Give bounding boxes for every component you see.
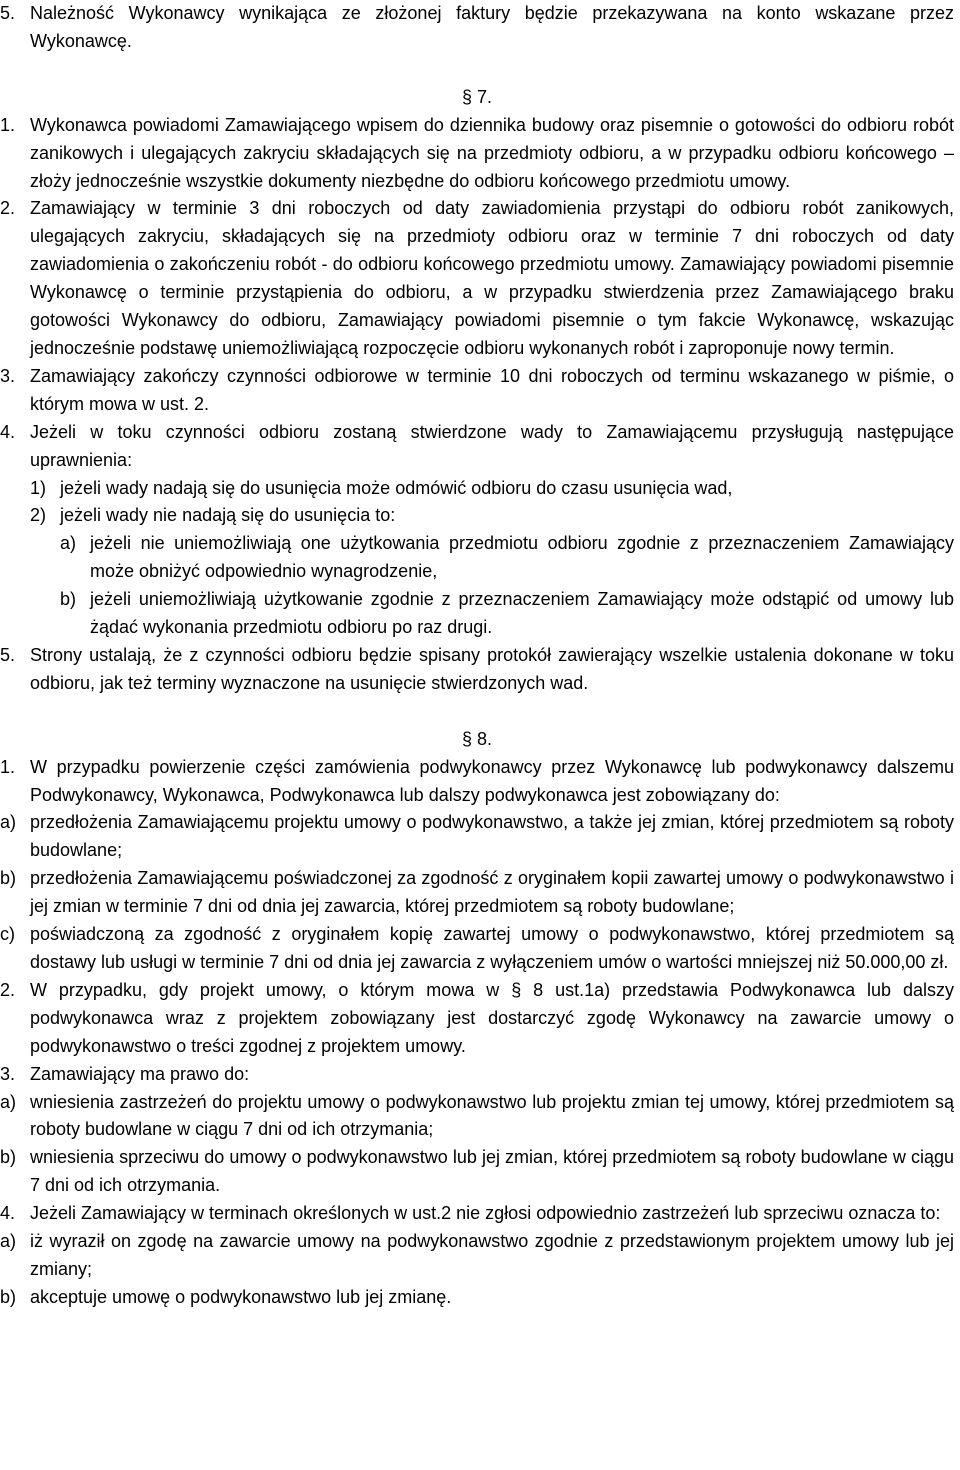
paragraph-number: 3. <box>0 365 16 386</box>
item-letter: a) <box>60 533 77 554</box>
item-text: jeżeli uniemożliwiają użytkowanie zgodnie z przeznaczeniem Zamawiający może odstąpić od umowy lub żądać wykonania przedmiotu odbioru po raz drugi. <box>90 589 954 638</box>
section-heading-8: § 8. <box>461 728 493 749</box>
item-letter: c) <box>0 924 15 945</box>
item-number: 1) <box>30 477 47 498</box>
paragraph-text: W przypadku, gdy projekt umowy, o którym mowa w § 8 ust.1a) przedstawia Podwykonawca lub dalszy podwykonawca wraz z projektem zobowiązany jest dostarczyć zgodę Wykonawcy na zawarcie umowy o podwykonawstwo o treści zgodnej z projektem umowy. <box>30 979 954 1056</box>
paragraph-text: Zamawiający w terminie 3 dni roboczych od daty zawiadomienia przystąpi do odbioru robót zanikowych, ulegających zakryciu, składających się na przedmioty odbioru oraz w terminie 7 dni roboczych od daty zawiadomienia o zakończeniu robót - do odbioru końcowego przedmiotu umowy. Zamawiający powiadomi pisemnie Wykonawcę o terminie przystąpienia do odbioru, a w przypadku stwierdzenia przez Zamawiającego braku gotowości Wykonawcy do odbioru, Zamawiający powiadomi pisemnie o tym fakcie Wykonawcę, wskazując jednocześnie podstawę uniemożliwiającą rozpoczęcie odbioru wykonanych robót i zaproponuje nowy termin. <box>30 198 954 358</box>
section-heading-7: § 7. <box>461 86 493 107</box>
s8-p4-item-a <box>0 1228 954 1284</box>
paragraph-number: 2. <box>0 198 16 219</box>
paragraph-text: Zamawiający ma prawo do: <box>30 1063 250 1084</box>
item-text: jeżeli nie uniemożliwiają one użytkowania przedmiotu odbioru zgodnie z przeznaczeniem Zamawiający może obniżyć odpowiednio wynagrodzenie, <box>90 533 954 582</box>
paragraph-text: W przypadku powierzenie części zamówienia podwykonawcy przez Wykonawcę lub podwykonawcy dalszemu Podwykonawcy, Wykonawca, Podwykonawca lub dalszy podwykonawca jest zobowiązany do: <box>30 756 954 805</box>
s7-p4-item-2a <box>0 530 954 586</box>
item-text: przedłożenia Zamawiającemu poświadczonej za zgodność z oryginałem kopii zawartej umowy o podwykonawstwo i jej zmian w terminie 7 dni od dnia jej zawarcia, której przedmiotem są roboty budowlane; <box>30 868 954 917</box>
item-letter: b) <box>0 1286 17 1307</box>
s8-p3-item-a <box>0 1089 954 1145</box>
s7-paragraph-5 <box>0 642 954 698</box>
item-text: akceptuje umowę o podwykonawstwo lub jej zmianę. <box>30 1286 452 1307</box>
item-text: przedłożenia Zamawiającemu projektu umowy o podwykonawstwo, a także jej zmian, której przedmiotem są roboty budowlane; <box>30 812 954 861</box>
paragraph-number: 4. <box>0 1203 16 1224</box>
paragraph-text: Zamawiający zakończy czynności odbiorowe w terminie 10 dni roboczych od terminu wskazanego w piśmie, o którym mowa w ust. 2. <box>30 365 954 414</box>
item-text: poświadczoną za zgodność z oryginałem kopię zawartej umowy o podwykonawstwo, której przedmiotem są dostawy lub usługi w terminie 7 dni od dnia jej zawarcia z wyłączeniem umów o wartości mniejszej niż 50.000,00 zł. <box>30 924 954 972</box>
item-text: wniesienia sprzeciwu do umowy o podwykonawstwo lub jej zmian, której przedmiotem są roboty budowlane w ciągu 7 dni od ich otrzymania. <box>30 1147 954 1196</box>
paragraph-text: Strony ustalają, że z czynności odbioru będzie spisany protokół zawierający wszelkie ustalenia dokonane w toku odbioru, jak też terminy wyznaczone na usunięcie stwierdzonych wad. <box>30 644 954 693</box>
item-letter: b) <box>60 589 77 610</box>
s7-paragraph-2 <box>0 195 954 362</box>
item-letter: b) <box>0 1147 17 1168</box>
item-letter: a) <box>0 812 17 833</box>
paragraph-number: 5. <box>0 3 16 23</box>
paragraph-number: 5. <box>0 644 16 665</box>
item-text: iż wyraził on zgodę na zawarcie umowy na podwykonawstwo zgodnie z przedstawionym projektem umowy lub jej zmiany; <box>30 1231 954 1279</box>
item-letter: a) <box>0 1091 17 1112</box>
s7-p4-item-1 <box>0 475 954 503</box>
paragraph-text: Należność Wykonawcy wynikająca ze złożonej faktury będzie przekazywana na konto wskazane przez Wykonawcę. <box>30 3 954 51</box>
s7-paragraph-1 <box>0 112 954 196</box>
s8-p4-item-b <box>0 1284 954 1312</box>
paragraph-number: 1. <box>0 756 16 777</box>
s7-paragraph-3 <box>0 363 954 419</box>
item-letter: b) <box>0 868 17 889</box>
s8-paragraph-1 <box>0 754 954 810</box>
s7-p4-item-2 <box>0 502 954 530</box>
paragraph-text: Jeżeli Zamawiający w terminach określonych w ust.2 nie zgłosi odpowiednio zastrzeżeń lub sprzeciwu oznacza to: <box>30 1203 941 1224</box>
paragraph-number: 3. <box>0 1063 16 1084</box>
s8-p1-item-c <box>0 921 954 977</box>
s8-paragraph-4 <box>0 1200 954 1228</box>
s8-p1-item-b <box>0 865 954 921</box>
paragraph-5 <box>0 0 954 56</box>
item-letter: a) <box>0 1231 17 1252</box>
s7-p4-item-2b <box>0 586 954 642</box>
item-text: wniesienia zastrzeżeń do projektu umowy o podwykonawstwo lub projektu zmian tej umowy, której przedmiotem są roboty budowlane w ciągu 7 dni od ich otrzymania; <box>30 1091 954 1140</box>
s8-p1-item-a <box>0 809 954 865</box>
s8-paragraph-3 <box>0 1061 954 1089</box>
paragraph-number: 1. <box>0 114 16 135</box>
paragraph-number: 2. <box>0 979 16 1000</box>
s8-paragraph-2 <box>0 977 954 1061</box>
s8-p3-item-b <box>0 1144 954 1200</box>
s7-paragraph-4 <box>0 419 954 475</box>
paragraph-text: Wykonawca powiadomi Zamawiającego wpisem do dziennika budowy oraz pisemnie o gotowości do odbioru robót zanikowych i ulegających zakryciu składających się na przedmioty odbioru, a w przypadku odbioru końcowego – złoży jednocześnie wszystkie dokumenty niezbędne do odbioru końcowego przedmiotu umowy. <box>30 114 954 191</box>
item-text: jeżeli wady nie nadają się do usunięcia to: <box>60 505 396 526</box>
paragraph-number: 4. <box>0 421 16 442</box>
item-number: 2) <box>30 505 47 526</box>
item-text: jeżeli wady nadają się do usunięcia może odmówić odbioru do czasu usunięcia wad, <box>60 477 733 498</box>
paragraph-text: Jeżeli w toku czynności odbioru zostaną stwierdzone wady to Zamawiającemu przysługują następujące uprawnienia: <box>30 421 954 470</box>
